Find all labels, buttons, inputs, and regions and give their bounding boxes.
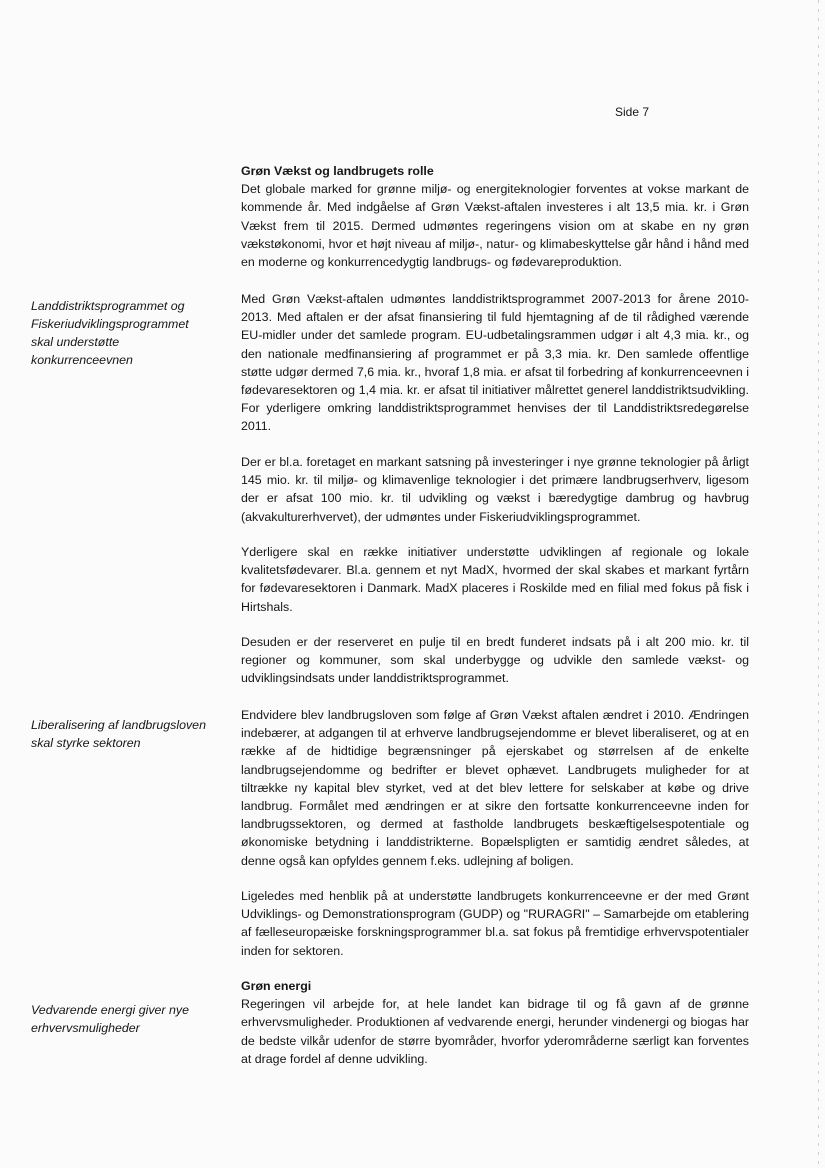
page-number: Side 7 (615, 105, 650, 119)
margin-note: Landdistriktsprogrammet og Fiskeriudviklingsprogrammet skal understøtte konkurrenceevnen (31, 299, 189, 367)
section-heading-block (241, 977, 749, 1068)
section-heading-block (241, 162, 749, 271)
body-paragraph-block (241, 633, 749, 688)
body-paragraph-block (241, 543, 749, 616)
body-paragraph-block (241, 887, 749, 960)
section-heading: Grøn Vækst og landbrugets rolle (241, 164, 434, 178)
body-paragraph: Ligeledes med henblik på at understøtte landbrugets konkurrenceevne er der med Grønt Udviklings- og Demonstrationsprogram (GUDP) og "RURAGRI" – Samarbejde om etablering af fælleseuropæiske forskningsprogrammer bl.a. sat fokus på fremtidige erhvervspotentialer inden for sektoren. (241, 889, 749, 958)
margin-note: Liberalisering af landbrugsloven skal styrke sektoren (31, 718, 206, 750)
body-paragraph-block (241, 706, 749, 870)
body-paragraph: Endvidere blev landbrugsloven som følge af Grøn Vækst aftalen ændret i 2010. Ændringen indebærer, at adgangen til at erhverve landbrugsejendomme er blevet liberaliseret, og at en række af de hidtidige begrænsninger på ejerskabet og størrelsen af de enkelte landbrugsejendomme og bedrifter er blevet ophævet. Landbrugets muligheder for at tiltrække ny kapital blev styrket, ved at det blev lettere for selskaber at købe og drive landbrug. Formålet med ændringen er at sikre den fortsatte konkurrenceevne inden for landbrugssektoren, og dermed at fastholde landbrugets beskæftigelsespotentiale og økonomiske betydning i landdistrikterne. Bopælspligten er samtidig ændret således, at denne også kan opfyldes gennem f.eks. udlejning af boligen. (241, 708, 749, 868)
body-paragraph: Regeringen vil arbejde for, at hele landet kan bidrage til og få gavn af de grønne erhvervsmuligheder. Produktionen af vedvarende energi, herunder vindenergi og biogas har de bedste vilkår udenfor de større byområder, hvorfor yderområderne særligt kan forventes at drage fordel af denne udvikling. (241, 997, 749, 1066)
scan-edge-mark (818, 0, 819, 1168)
body-paragraph: Det globale marked for grønne miljø- og energiteknologier forventes at vokse markant de kommende år. Med indgåelse af Grøn Vækst-aftalen investeres i alt 13,5 mia. kr. i Grøn Vækst frem til 2015. Dermed udmøntes regeringens vision om at skabe en ny grøn vækstøkonomi, hvor et højt niveau af miljø-, natur- og klimabeskyttelse går hånd i hånd med en moderne og konkurrencedygtig landbrugs- og fødevareproduktion. (241, 182, 749, 270)
body-paragraph-block (241, 453, 749, 526)
body-paragraph: Desuden er der reserveret en pulje til en bredt funderet indsats på i alt 200 mio. kr. til regioner og kommuner, som skal underbygge og udvikle den samlede vækst- og udviklingsindsats under landdistriktsprogrammet. (241, 635, 749, 686)
margin-note: Vedvarende energi giver nye erhvervsmuligheder (31, 1003, 189, 1035)
body-paragraph: Yderligere skal en række initiativer understøtte udviklingen af regionale og lokale kvalitetsfødevarer. Bl.a. gennem et nyt MadX, hvormed der skal skabes et markant fyrtårn for fødevaresektoren i Danmark. MadX placeres i Roskilde med en filial med fokus på fisk i Hirtshals. (241, 545, 749, 614)
body-paragraph-block (241, 290, 749, 436)
section-heading: Grøn energi (241, 979, 312, 993)
body-paragraph: Der er bl.a. foretaget en markant satsning på investeringer i nye grønne teknologier på årligt 145 mio. kr. til miljø- og klimavenlige teknologier i det primære landbrugserhverv, ligesom der er afsat 100 mio. kr. til udvikling og vækst i bæredygtige dambrug og havbrug (akvakulturerhvervet), der udmøntes under Fiskeriudviklingsprogrammet. (241, 455, 749, 524)
body-paragraph: Med Grøn Vækst-aftalen udmøntes landdistriktsprogrammet 2007-2013 for årene 2010-2013. Med aftalen er der afsat finansiering til fuld hjemtagning af de til rådighed værende EU-midler under det samlede program. EU-udbetalingsrammen udgør i alt 4,3 mia. kr., og den nationale medfinansiering af programmet er på 3,3 mia. kr. Den samlede offentlige støtte udgør dermed 7,6 mia. kr., hvoraf 1,8 mia. er afsat til forbedring af konkurrenceevnen i fødevaresektoren og 1,4 mia. kr. er afsat til initiativer målrettet generel landdistriktsudvikling. For yderligere omkring landdistriktsprogrammet henvises der til Landdistriktsredegørelse 2011. (241, 292, 749, 434)
